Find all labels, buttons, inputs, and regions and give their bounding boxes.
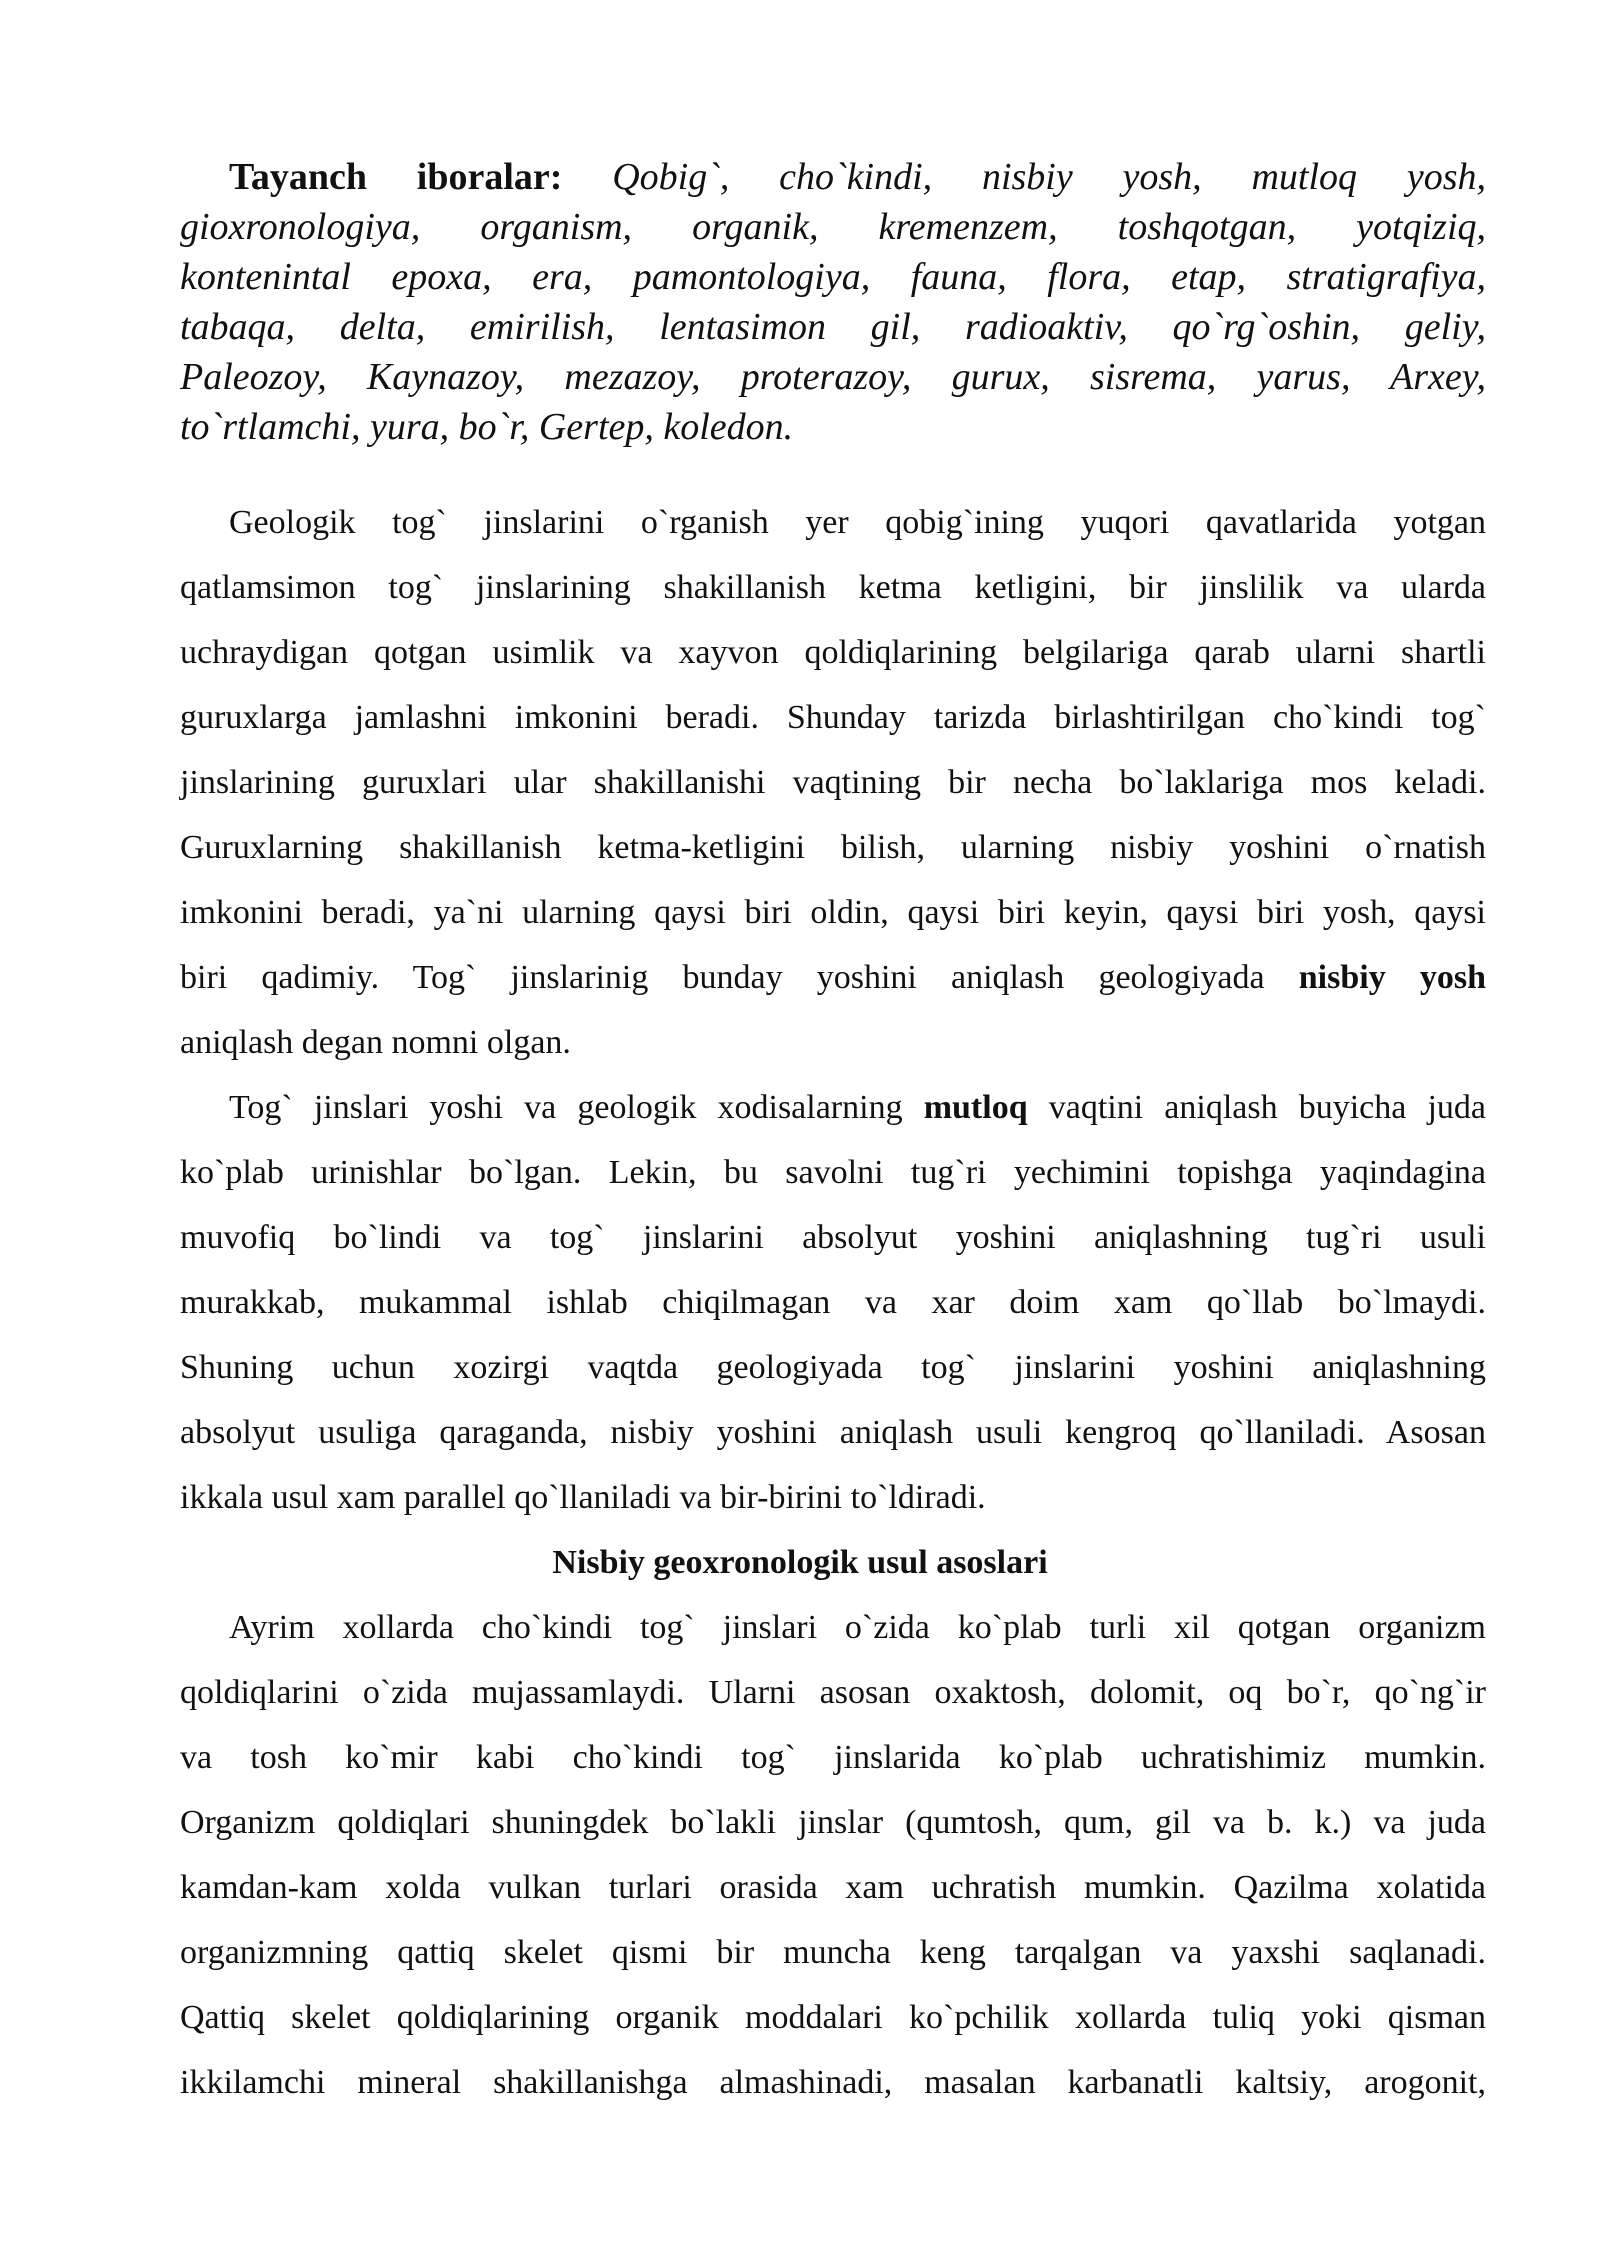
text-line: Shuning uchun xozirgi vaqtda geologiyada tog` jinslarini yoshini aniqlashning — [180, 1349, 1486, 1386]
text-line: qoldiqlarini o`zida mujassamlaydi. Ularni asosan oxaktosh, dolomit, oq bo`r, qo`ng`ir — [180, 1674, 1486, 1711]
section-heading: Nisbiy geoxronologik usul asoslari — [552, 1544, 1048, 1581]
text-line: Qattiq skelet qoldiqlarining organik moddalari ko`pchilik xollarda tuliq yoki qisman — [180, 1999, 1486, 2036]
keywords-label: Tayanch iboralar: — [229, 156, 563, 198]
text-line: Ayrim xollarda cho`kindi tog` jinslari o`zida ko`plab turli xil qotgan organizm — [229, 1609, 1486, 1646]
text-line: muvofiq bo`lindi va tog` jinslarini absolyut yoshini aniqlashning tug`ri usuli — [180, 1219, 1486, 1256]
text-line: jinslarining guruxlari ular shakillanishi vaqtining bir necha bo`laklariga mos keladi. — [180, 764, 1486, 801]
keywords-line: to`rtlamchi, yura, bo`r, Gertep, koledon. — [180, 406, 794, 448]
keywords-line: kontenintal epoxa, era, pamontologiya, fauna, flora, etap, stratigrafiya, — [180, 256, 1486, 298]
keywords-line — [229, 152, 1486, 202]
text-line: qatlamsimon tog` jinslarining shakillanish ketma ketligini, bir jinslilik va ularda — [180, 569, 1486, 606]
text-line: va tosh ko`mir kabi cho`kindi tog` jinslarida ko`plab uchratishimiz mumkin. — [180, 1739, 1486, 1776]
text-line — [180, 956, 1486, 1000]
text-line: ikkilamchi mineral shakillanishga almashinadi, masalan karbanatli kaltsiy, arogonit, — [180, 2064, 1486, 2101]
text-line: ko`plab urinishlar bo`lgan. Lekin, bu savolni tug`ri yechimini topishga yaqindagina — [180, 1154, 1486, 1191]
text-line: imkonini beradi, ya`ni ularning qaysi biri oldin, qaysi biri keyin, qaysi biri yosh, qaysi — [180, 894, 1486, 931]
text-line: Organizm qoldiqlari shuningdek bo`lakli jinslar (qumtosh, qum, gil va b. k.) va juda — [180, 1804, 1486, 1841]
text-line: Guruxlarning shakillanish ketma-ketligini bilish, ularning nisbiy yoshini o`rnatish — [180, 829, 1486, 866]
text-line: kamdan-kam xolda vulkan turlari orasida xam uchratish mumkin. Qazilma xolatida — [180, 1869, 1486, 1906]
keywords-text: Qobig`, cho`kindi, nisbiy yosh, mutloq yosh, — [612, 156, 1486, 198]
text-line: ikkala usul xam parallel qo`llaniladi va bir-birini to`ldiradi. — [180, 1479, 986, 1516]
text-span: biri qadimiy. Tog` jinslarinig bunday yoshini aniqlash geologiyada — [180, 959, 1265, 996]
text-line: guruxlarga jamlashni imkonini beradi. Shunday tarizda birlashtirilgan cho`kindi tog` — [180, 699, 1486, 736]
keywords-line: tabaqa, delta, emirilish, lentasimon gil, radioaktiv, qo`rg`oshin, geliy, — [180, 306, 1486, 348]
text-line — [229, 1086, 1486, 1130]
text-line: uchraydigan qotgan usimlik va xayvon qoldiqlarining belgilariga qarab ularni shartli — [180, 634, 1486, 671]
keywords-line: gioxronologiya, organism, organik, kremenzem, toshqotgan, yotqiziq, — [180, 206, 1486, 248]
text-span: vaqtini aniqlash buyicha juda — [1048, 1089, 1487, 1126]
text-span: Tog` jinslari yoshi va geologik xodisalarning — [229, 1089, 903, 1126]
term-nisbiy-yosh: nisbiy yosh — [1298, 959, 1486, 996]
text-line: organizmning qattiq skelet qismi bir muncha keng tarqalgan va yaxshi saqlanadi. — [180, 1934, 1486, 1971]
text-line: Geologik tog` jinslarini o`rganish yer qobig`ining yuqori qavatlarida yotgan — [229, 504, 1486, 541]
term-mutloq: mutloq — [923, 1089, 1028, 1126]
keywords-line: Paleozoy, Kaynazoy, mezazoy, proterazoy, gurux, sisrema, yarus, Arxey, — [180, 356, 1486, 398]
text-line: aniqlash degan nomni olgan. — [180, 1024, 571, 1061]
text-line: absolyut usuliga qaraganda, nisbiy yoshini aniqlash usuli kengroq qo`llaniladi. Asosan — [180, 1414, 1486, 1451]
text-line: murakkab, mukammal ishlab chiqilmagan va xar doim xam qo`llab bo`lmaydi. — [180, 1284, 1486, 1321]
